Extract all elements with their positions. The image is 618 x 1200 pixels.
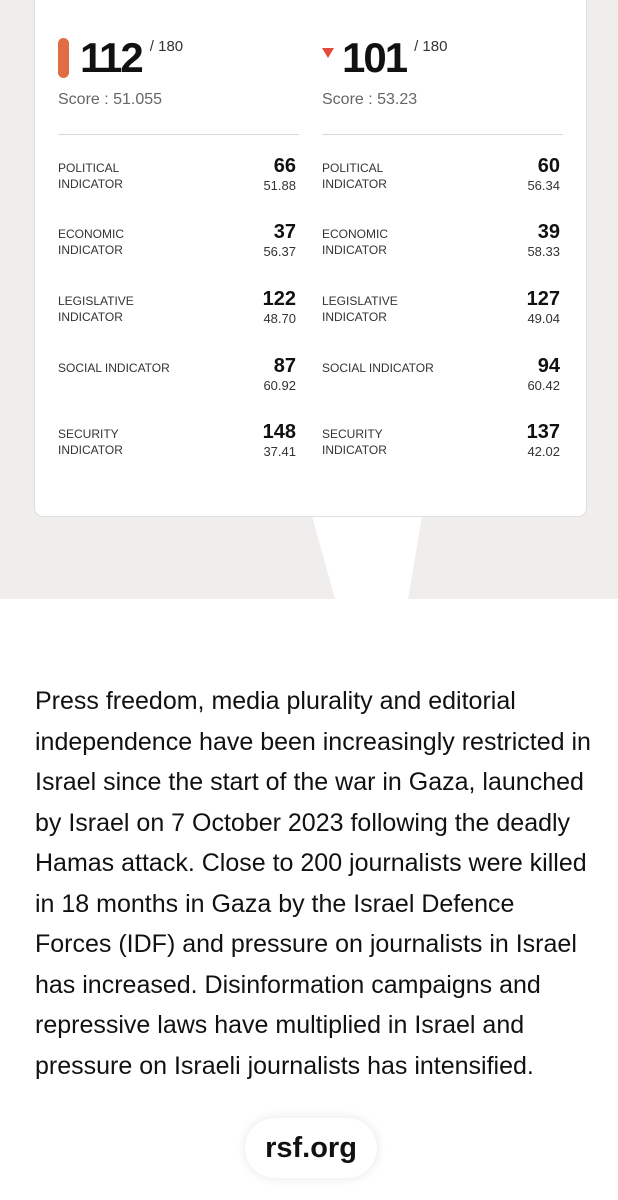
- indicator-rank: 127: [526, 288, 560, 310]
- political-indicator: [322, 155, 563, 216]
- rank-2025: [58, 34, 183, 84]
- economic-indicator: [322, 221, 563, 282]
- article-paragraph: Press freedom, media plurality and editorial independence have been increasingly restricted in Israel since the start of the war in Gaza, launched by Israel on 7 October 2023 following the deadly Hamas attack. Close to 200 journalists were killed in 18 months in Gaza by the Israel Defence Forces (IDF) and pressure on journalists in Israel has increased. Disinformation campaigns and repressive laws have multiplied in Israel and pressure on Israeli journalists has intensified.: [35, 687, 591, 1080]
- indicator-label: LEGISLATIVE INDICATOR: [58, 294, 134, 324]
- overall-score: Score : 53.23: [322, 91, 418, 108]
- rank-2024: [322, 34, 447, 84]
- indicator-score: 49.04: [527, 311, 560, 326]
- indicator-score: 60.42: [527, 378, 560, 393]
- indicator-rank: 60: [537, 155, 560, 177]
- overall-score: Score : 51.055: [58, 91, 163, 108]
- legislative-indicator: [322, 288, 563, 349]
- indicator-score: 51.88: [263, 178, 296, 193]
- indicator-rank: 137: [526, 421, 560, 443]
- indicator-rank: 39: [537, 221, 560, 243]
- indicator-score: 58.33: [527, 244, 560, 259]
- rank-down-arrow-icon: [322, 48, 334, 58]
- indicator-score: 48.70: [263, 311, 296, 326]
- political-indicator: [58, 155, 299, 216]
- economic-indicator: [58, 221, 299, 282]
- indicator-rank: 122: [262, 288, 296, 310]
- indicator-score: 60.92: [263, 378, 296, 393]
- rank-value: 101: [342, 34, 407, 81]
- indicator-score: 56.34: [527, 178, 560, 193]
- indicator-rank: 37: [273, 221, 296, 243]
- indicator-label: LEGISLATIVE INDICATOR: [322, 294, 398, 324]
- indicator-label: SECURITY INDICATOR: [322, 427, 387, 457]
- indicator-score: 37.41: [263, 444, 296, 459]
- indicator-label: POLITICAL INDICATOR: [58, 161, 123, 191]
- indicator-label: SECURITY INDICATOR: [58, 427, 123, 457]
- social-indicator: [58, 355, 299, 416]
- indicator-rank: 148: [262, 421, 296, 443]
- indicator-label: ECONOMIC INDICATOR: [58, 227, 124, 257]
- rank-value: 112: [80, 34, 142, 81]
- indicator-rank: 87: [273, 355, 296, 377]
- indicator-label: ECONOMIC INDICATOR: [322, 227, 388, 257]
- indicator-label: SOCIAL INDICATOR: [322, 361, 434, 375]
- indicator-score: 56.37: [263, 244, 296, 259]
- legislative-indicator: [58, 288, 299, 349]
- security-indicator: [58, 421, 299, 482]
- indicator-rank: 66: [273, 155, 296, 177]
- indicator-score: 42.02: [527, 444, 560, 459]
- security-indicator: [322, 421, 563, 482]
- indicator-label: POLITICAL INDICATOR: [322, 161, 387, 191]
- social-indicator: [322, 355, 563, 416]
- source-link-badge[interactable]: rsf.org: [245, 1118, 377, 1178]
- rank-total: / 180: [414, 38, 448, 55]
- rank-total: / 180: [149, 38, 184, 55]
- rank-indicator-bar: [58, 38, 69, 78]
- divider: [58, 134, 299, 135]
- indicator-rank: 94: [537, 355, 560, 377]
- divider: [322, 134, 563, 135]
- indicator-label: SOCIAL INDICATOR: [58, 361, 170, 375]
